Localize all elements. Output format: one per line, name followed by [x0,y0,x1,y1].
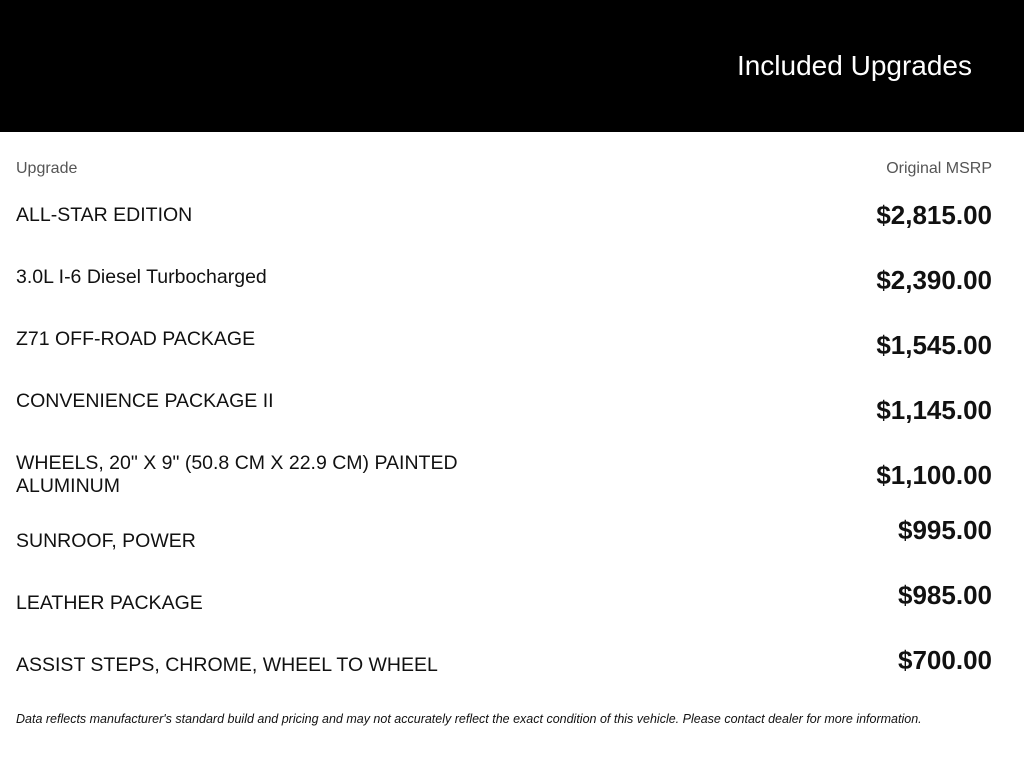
disclaimer-text: Data reflects manufacturer's standard build and pricing and may not accurately reflect the exact condition of this vehicle. Please contact dealer for more information. [16,712,922,726]
column-header-msrp: Original MSRP [886,160,992,177]
upgrade-name: Z71 OFF-ROAD PACKAGE [16,328,256,350]
upgrade-price: $1,145.00 [876,395,992,425]
table-row [16,632,992,694]
upgrade-name: SUNROOF, POWER [16,530,196,552]
page-title: Included Upgrades [736,50,972,81]
upgrade-price: $2,815.00 [876,200,992,230]
table-header [16,160,992,180]
upgrade-price: $995.00 [898,515,992,545]
header-banner [0,0,1024,132]
upgrade-name: ALL-STAR EDITION [16,204,193,226]
table-row [16,320,992,382]
table-row [16,570,992,632]
upgrade-price: $2,390.00 [876,265,992,295]
table-row [16,444,992,506]
upgrade-name: CONVENIENCE PACKAGE II [16,390,274,412]
table-row [16,382,992,444]
table-row [16,258,992,320]
upgrade-name: WHEELS, 20" X 9" (50.8 CM X 22.9 CM) PAINTED ALUMINUM [16,452,458,497]
upgrade-price: $985.00 [898,580,992,610]
table-row [16,508,992,570]
upgrade-name: ASSIST STEPS, CHROME, WHEEL TO WHEEL [16,654,438,676]
column-header-upgrade: Upgrade [16,160,78,177]
table-row [16,196,992,258]
upgrade-price: $1,545.00 [876,330,992,360]
upgrade-name: 3.0L I-6 Diesel Turbocharged [16,266,267,288]
upgrade-price: $1,100.00 [876,460,992,490]
upgrade-price: $700.00 [898,645,992,675]
upgrade-name: LEATHER PACKAGE [16,592,203,614]
